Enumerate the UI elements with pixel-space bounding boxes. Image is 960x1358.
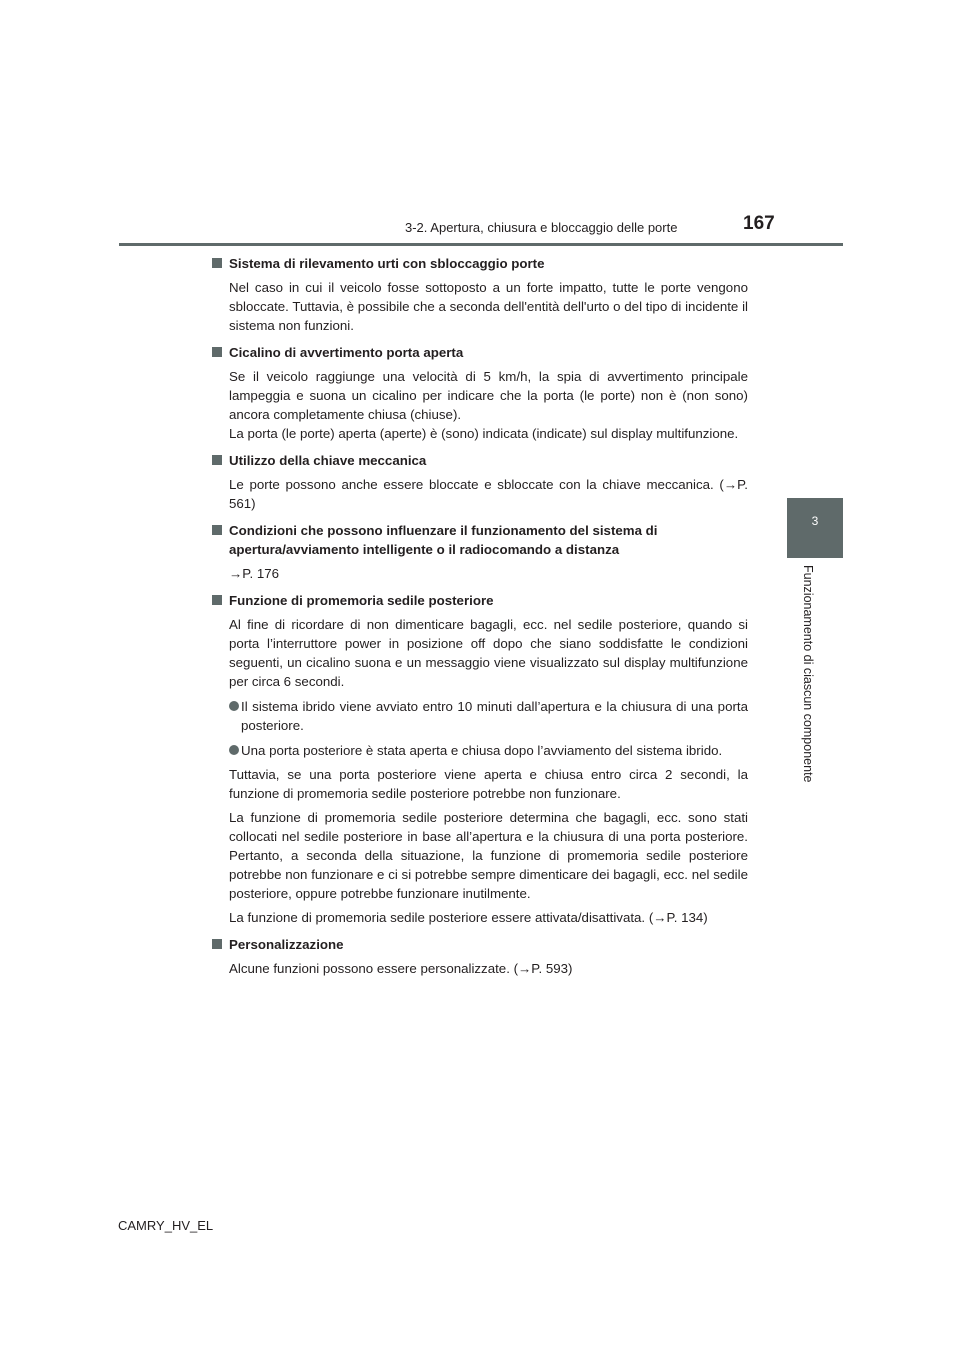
section-customization — [212, 935, 748, 978]
square-bullet-icon — [212, 595, 222, 605]
section-paragraph: Alcune funzioni possono essere personalizzate. (→P. 593) — [229, 961, 573, 976]
page-content — [212, 254, 748, 986]
chapter-title: Funzionamento di ciascun componente — [801, 565, 815, 783]
section-paragraph: Se il veicolo raggiunge una velocità di 5 km/h, la spia di avvertimento principale lampeggia e suona un cicalino per indicare che la porta (le porte) non è (non sono) ancora completamente chiusa (chiuse). — [229, 369, 748, 422]
section-rear-seat-reminder — [212, 591, 748, 927]
section-title: Personalizzazione — [229, 937, 344, 952]
section-mechanical-key — [212, 451, 748, 513]
square-bullet-icon — [212, 347, 222, 357]
list-item: Una porta posteriore è stata aperta e chiusa dopo l’avviamento del sistema ibrido. — [212, 741, 748, 760]
square-bullet-icon — [212, 525, 222, 535]
chapter-number: 3 — [811, 514, 819, 528]
round-bullet-icon — [229, 745, 239, 755]
section-title: Sistema di rilevamento urti con sbloccaggio porte — [229, 256, 545, 271]
page-number: 167 — [743, 213, 775, 234]
section-crash-unlock — [212, 254, 748, 335]
section-title: Cicalino di avvertimento porta aperta — [229, 345, 464, 360]
footer-code: CAMRY_HV_EL — [118, 1218, 214, 1233]
section-paragraph: Nel caso in cui il veicolo fosse sottoposto a un forte impatto, tutte le porte vengono sbloccate. Tuttavia, è possibile che a seconda dell'entità dell'urto o del tipo di incidente il sistema non funzioni. — [229, 280, 748, 333]
section-paragraph: La funzione di promemoria sedile posteriore essere attivata/disattivata. (→P. 134) — [229, 910, 708, 925]
square-bullet-icon — [212, 939, 222, 949]
section-paragraph: La funzione di promemoria sedile posteriore determina che bagagli, ecc. sono stati collocati nel sedile posteriore in base all’apertura e la chiusura di una porta posteriore. Pertanto, a seconda della situazione, la funzione di promemoria sedile posteriore potrebbe non funzionare e ci si potrebbe sempre dimenticare dei bagagli, ecc. nel sedile posteriore, oppure potrebbe funzionare inutilmente. — [229, 810, 748, 901]
header-divider — [119, 243, 843, 246]
section-intro: Al fine di ricordare di non dimenticare bagagli, ecc. nel sedile posteriore, quando si porta l’interruttore power in posizione off dopo che siano soddisfatte le condizioni seguenti, un cicalino suona e un messaggio viene visualizzato sul display multifunzione per circa 6 secondi. — [229, 617, 748, 689]
list-item: Il sistema ibrido viene avviato entro 10 minuti dall’apertura e la chiusura di una porta posteriore. — [212, 697, 748, 735]
section-title: Condizioni che possono influenzare il funzionamento del sistema di apertura/avviamento intelligente o il radiocomando a distanza — [229, 523, 658, 557]
square-bullet-icon — [212, 258, 222, 268]
section-title: Utilizzo della chiave meccanica — [229, 453, 427, 468]
square-bullet-icon — [212, 455, 222, 465]
section-paragraph: Le porte possono anche essere bloccate e sbloccate con la chiave meccanica. (→P. 561) — [229, 477, 748, 511]
section-title: Funzione di promemoria sedile posteriore — [229, 593, 494, 608]
round-bullet-icon — [229, 701, 239, 711]
chapter-tab — [787, 498, 843, 558]
section-paragraph: La porta (le porte) aperta (aperte) è (sono) indicata (indicate) sul display multifunzione. — [229, 426, 739, 441]
section-paragraph: Tuttavia, se una porta posteriore viene aperta e chiusa entro circa 2 secondi, la funzione di promemoria sedile posteriore potrebbe non funzionare. — [229, 767, 748, 801]
section-header: 3-2. Apertura, chiusura e bloccaggio delle porte — [405, 220, 678, 235]
section-smart-entry-conditions — [212, 521, 748, 583]
section-paragraph: →P. 176 — [229, 566, 280, 581]
section-door-open-buzzer — [212, 343, 748, 443]
